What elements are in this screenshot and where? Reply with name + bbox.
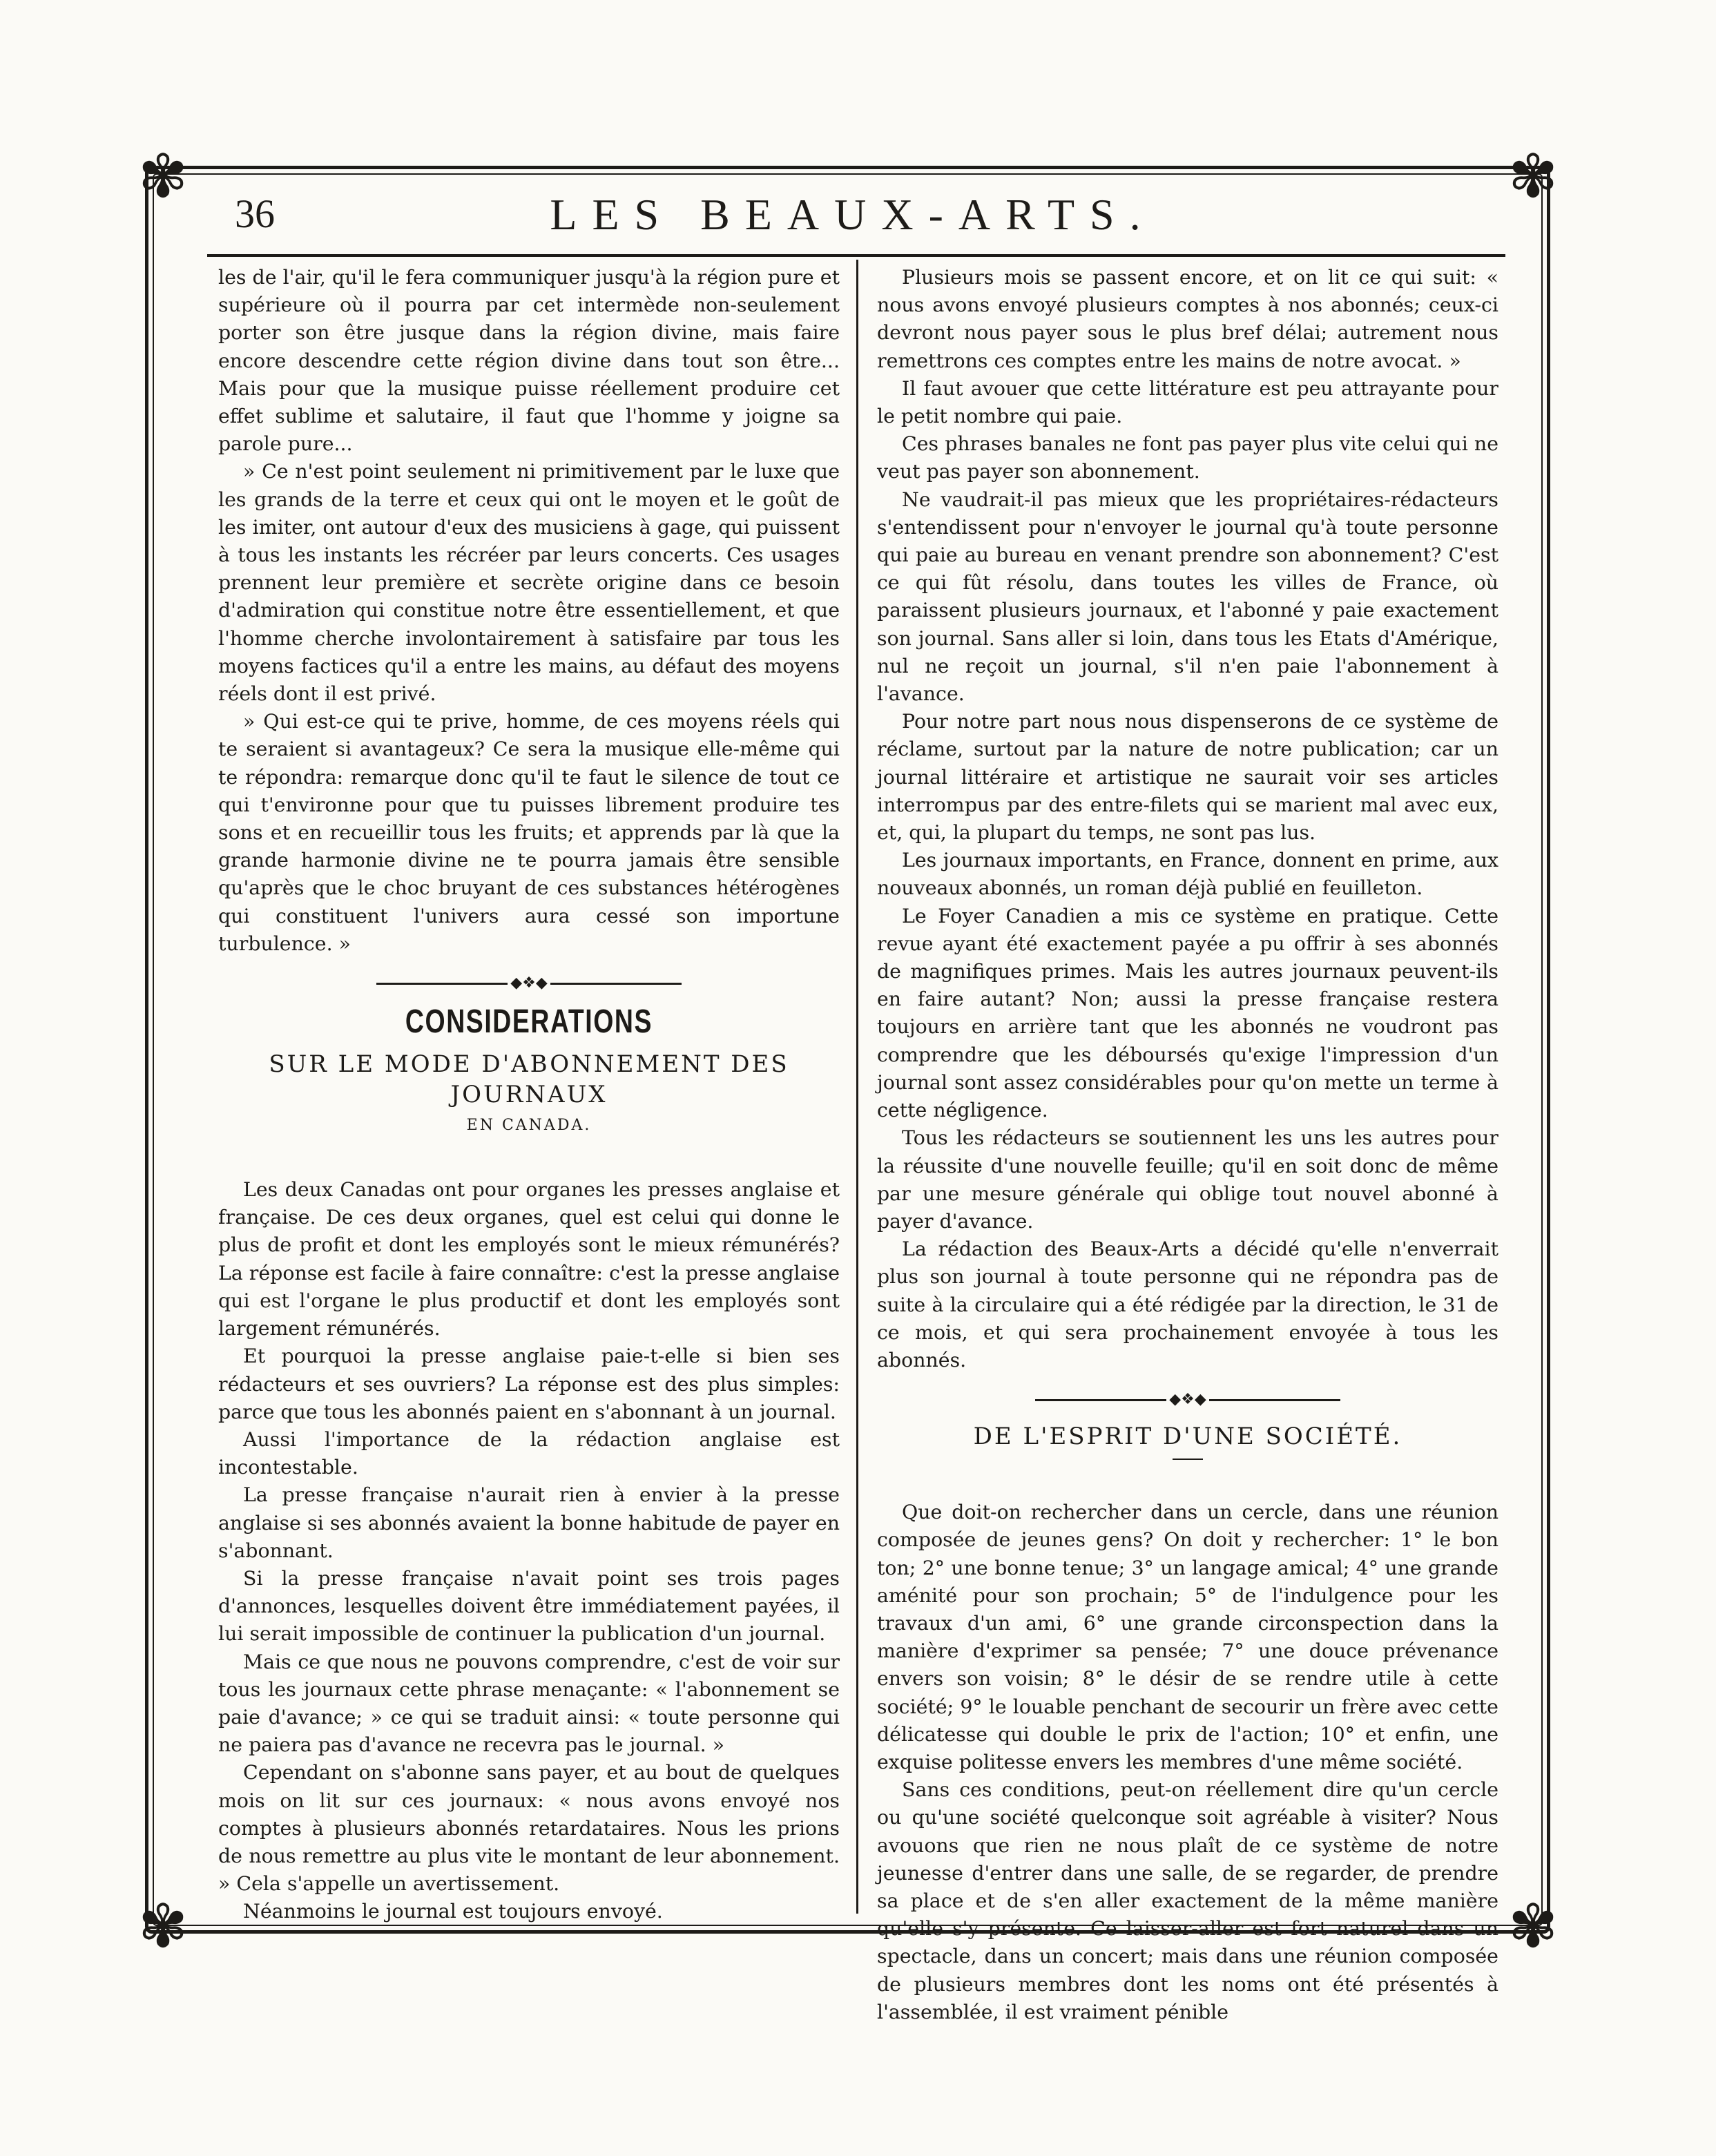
ornament-divider <box>877 1392 1498 1407</box>
corner-ornament-icon: ✾ <box>1507 142 1559 211</box>
divider-line <box>550 983 682 985</box>
paragraph: Sans ces conditions, peut-on réellement dire qu'un cercle ou qu'une société quelconque soit agréable à visiter? Nous avouons que rien ne nous plaît de ce système de notre jeunesse d'entrer dans une salle, de se regarder, de prendre sa place et de s'en aller exactement de la même manière qu'elle s'y présente. Ce laisser-aller est fort naturel dans un spectacle, dans un concert; mais dans une réunion composée de plusieurs membres dont les noms ont été présentés à l'assemblée, il est vraiment pénible <box>877 1778 1498 2023</box>
ornament-divider <box>218 976 840 991</box>
paragraph: La presse française n'aurait rien à envier à la presse anglaise si ses abonnés avaient la bonne habitude de payer en s'abonnant. <box>218 1483 840 1562</box>
divider-line <box>1209 1399 1340 1401</box>
ornament-diamond-icon: ◆❖◆ <box>510 974 548 992</box>
paragraph: Plusieurs mois se passent encore, et on lit ce qui suit: « nous avons envoyé plusieurs comptes à nos abonnés; ceux-ci devront nous payer sous le plus bref délai; autrement nous remettrons ces comptes entre les mains de notre avocat. » <box>877 266 1498 372</box>
paragraph: » Qui est-ce qui te prive, homme, de ces moyens réels qui te seraient si avantageux? Ce sera la musique elle-même qui te répondra: remarque donc qu'il te faut le silence de tout ce qui t'environne pour que tu puisses librement produire tes sons et en recueillir tous les fruits; et apprends par là que la grande harmonie divine ne te pourra jamais être sensible qu'après que le choc bruyant de ces substances hétérogènes qui constituent l'univers aura cessé son importune turbulence. » <box>218 710 840 955</box>
paragraph: Néanmoins le journal est toujours envoyé. <box>243 1900 663 1923</box>
right-column <box>877 264 1498 2026</box>
page-number: 36 <box>235 191 275 236</box>
page-header <box>207 185 1498 247</box>
article-heading: CONSIDERATIONS <box>405 1003 653 1041</box>
paragraph: Aussi l'importance de la rédaction anglaise est incontestable. <box>218 1427 840 1479</box>
corner-ornament-icon: ✾ <box>137 142 189 211</box>
paragraph: Cependant on s'abonne sans payer, et au bout de quelques mois on lit sur ces journaux: « nous avons envoyé nos comptes à plusieurs abonnés retardataires. Nous les prions de nous remettre au plus vite le montant de leur abonnement. » Cela s'appelle un avertissement. <box>218 1761 840 1896</box>
corner-ornament-icon: ✾ <box>137 1892 189 1961</box>
paragraph: » Ce n'est point seulement ni primitivement par le luxe que les grands de la terre et ceux qui ont le moyen et le goût de les imiter, ont autour d'eux des musiciens à gage, qui puissent à tous les instants les récréer par leurs concerts. Ces usages prennent leur première et secrète origine dans ce besoin d'admiration qui constitue notre être essentiellement, et que l'homme cherche involontairement à satisfaire par tous les moyens factices qu'il a entre les mains, au défaut des moyens réels dont il est privé. <box>218 460 840 706</box>
column-divider <box>856 260 858 1914</box>
article-subheading: SUR LE MODE D'ABONNEMENT DES JOURNAUX <box>269 1050 789 1109</box>
divider-line <box>376 983 508 985</box>
newspaper-title: LES BEAUX-ARTS. <box>550 190 1156 239</box>
paragraph: Ces phrases banales ne font pas payer plus vite celui qui ne veut pas payer son abonnement. <box>877 432 1498 483</box>
paragraph: Il faut avouer que cette littérature est peu attrayante pour le petit nombre qui paie. <box>877 376 1498 428</box>
article-subheading-small: EN CANADA. <box>466 1117 592 1135</box>
paragraph: Les journaux importants, en France, donnent en prime, aux nouveaux abonnés, un roman déjà publié en feuilleton. <box>877 849 1498 900</box>
paragraph: Et pourquoi la presse anglaise paie-t-elle si bien ses rédacteurs et ses ouvriers? La réponse est des plus simples: parce que tous les abonnés paient en s'abonnant à un journal. <box>218 1345 840 1423</box>
paragraph: les de l'air, qu'il le fera communiquer jusqu'à la région pure et supérieure où il pourra par cet intermède non-seulement porter son être jusque dans la région divine, mais faire encore descendre cette région divine dans tout son être... Mais pour que la musique puisse réellement produire cet effet sublime et salutaire, il faut que l'homme y joigne sa parole pure... <box>218 266 840 456</box>
paragraph: Que doit-on rechercher dans un cercle, dans une réunion composée de jeunes gens? On doit y rechercher: 1° le bon ton; 2° une bonne tenue; 3° un langage amical; 4° une grande aménité pour son prochain; 5° de l'indulgence pour les travaux d'un ami, 6° une grande circonspection dans la manière d'exprimer sa pensée; 7° une douce prévenance envers son voisin; 8° le désir de se rendre utile à cette société; 9° le louable penchant de secourir un frère avec cette délicatesse qui double le prix de l'action; 10° et enfin, une exquise politesse envers les membres d'une même société. <box>877 1501 1498 1773</box>
ornament-diamond-icon: ◆❖◆ <box>1169 1391 1206 1409</box>
paragraph: Les deux Canadas ont pour organes les presses anglaise et française. De ces deux organes, quel est celui qui donne le plus de profit et dont les employés sont le mieux rémunérés? La réponse est facile à faire connaître: c'est la presse anglaise qui est l'organe le plus productif et dont les employés sont largement rémunérés. <box>218 1178 840 1340</box>
paragraph: Pour notre part nous nous dispenserons de ce système de réclame, surtout par la nature de notre publication; car un journal littéraire et artistique ne saurait voir ses articles interrompus par des entre-filets qui se marient mal avec eux, et, qui, la plupart du temps, ne sont pas lus. <box>877 710 1498 845</box>
short-rule <box>1173 1459 1203 1460</box>
paragraph: Tous les rédacteurs se soutiennent les uns les autres pour la réussite d'une nouvelle feuille; qu'il en soit donc de même par une mesure générale qui oblige tout nouvel abonné à payer d'avance. <box>877 1126 1498 1233</box>
corner-ornament-icon: ✾ <box>1507 1892 1559 1961</box>
paragraph: Mais ce que nous ne pouvons comprendre, c'est de voir sur tous les journaux cette phrase menaçante: « l'abonnement se paie d'avance; » ce qui se traduit ainsi: « toute personne qui ne paiera pas d'avance ne recevra pas le journal. » <box>218 1650 840 1757</box>
divider-line <box>1035 1399 1166 1401</box>
left-column <box>218 264 840 1926</box>
header-rule <box>207 254 1505 257</box>
paragraph: Si la presse française n'avait point ses trois pages d'annonces, lesquelles doivent être immédiatement payées, il lui serait impossible de continuer la publication d'un journal. <box>218 1566 840 1646</box>
paragraph: Ne vaudrait-il pas mieux que les propriétaires-rédacteurs s'entendissent pour n'envoyer le journal qu'à toute personne qui paie au bureau en venant prendre son abonnement? C'est ce qui fût résolu, dans toutes les villes de France, où paraissent plusieurs journaux, et l'abonné y paie exactement son journal. Sans aller si loin, dans tous les Etats d'Amérique, nul ne reçoit un journal, s'il n'en paie l'abonnement à l'avance. <box>877 488 1498 706</box>
paragraph: Le Foyer Canadien a mis ce système en pratique. Cette revue ayant été exactement payée a pu offrir à ses abonnés de magnifiques primes. Mais les autres journaux peuvent-ils en faire autant? Non; aussi la presse française restera toujours en arrière tant que les abonnés ne voudront pas comprendre que les déboursés qu'exige l'impression d'un journal sont assez considérables pour qu'on mette un terme à cette négligence. <box>877 904 1498 1122</box>
article-heading: DE L'ESPRIT D'UNE SOCIÉTÉ. <box>973 1423 1402 1451</box>
paragraph: La rédaction des Beaux-Arts a décidé qu'elle n'enverrait plus son journal à toute personne qui ne répondra pas de suite à la circulaire qui a été rédigée par la direction, le 31 de ce mois, et qui sera prochainement envoyée à tous les abonnés. <box>877 1238 1498 1371</box>
